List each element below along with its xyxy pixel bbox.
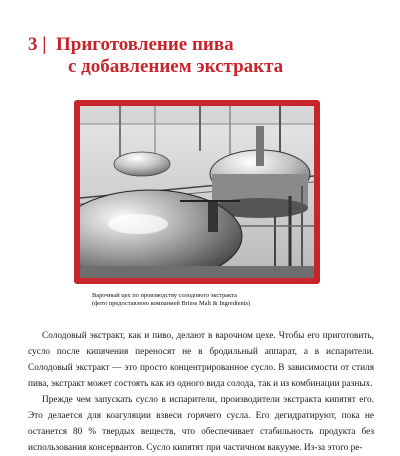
chapter-title-line-2: с добавлением экстракта <box>68 56 284 77</box>
chapter-title-line-1: Приготовление пива <box>56 34 234 55</box>
paragraph: Прежде чем запускать сусло в испарители, производители экстракта кипятят его. Это делается для коагуляции взвеси горячего сусла. Его дегидратируют, пока не останется 80 % твердых веществ, что обеспечивает стабильность продукта без использования консервантов. Сусло кипятят при частичном вакууме. Из-за этого ре- <box>28 395 374 453</box>
chapter-number: 3 | <box>28 34 47 55</box>
chapter-title <box>28 34 283 78</box>
caption-line-1: Варочный цех по производству солодового экстракта <box>92 292 237 299</box>
caption-line-2: (фото предоставлено компанией Briess Malt & Ingredients) <box>92 300 251 307</box>
brewhouse-photo-frame <box>74 100 320 284</box>
body-text <box>28 328 374 456</box>
brewhouse-photo <box>80 106 314 278</box>
photo-caption <box>92 292 322 308</box>
paragraph: Солодовый экстракт, как и пиво, делают в варочном цехе. Чтобы его приготовить, сусло после кипячения переносят не в бродильный аппарат, а в испарители. Солодовый экстракт — это просто концентрированное сусло. В зависимости от стиля пива, экстракт может состоять как из одного вида солода, так и из комбинации разных. <box>28 331 374 389</box>
